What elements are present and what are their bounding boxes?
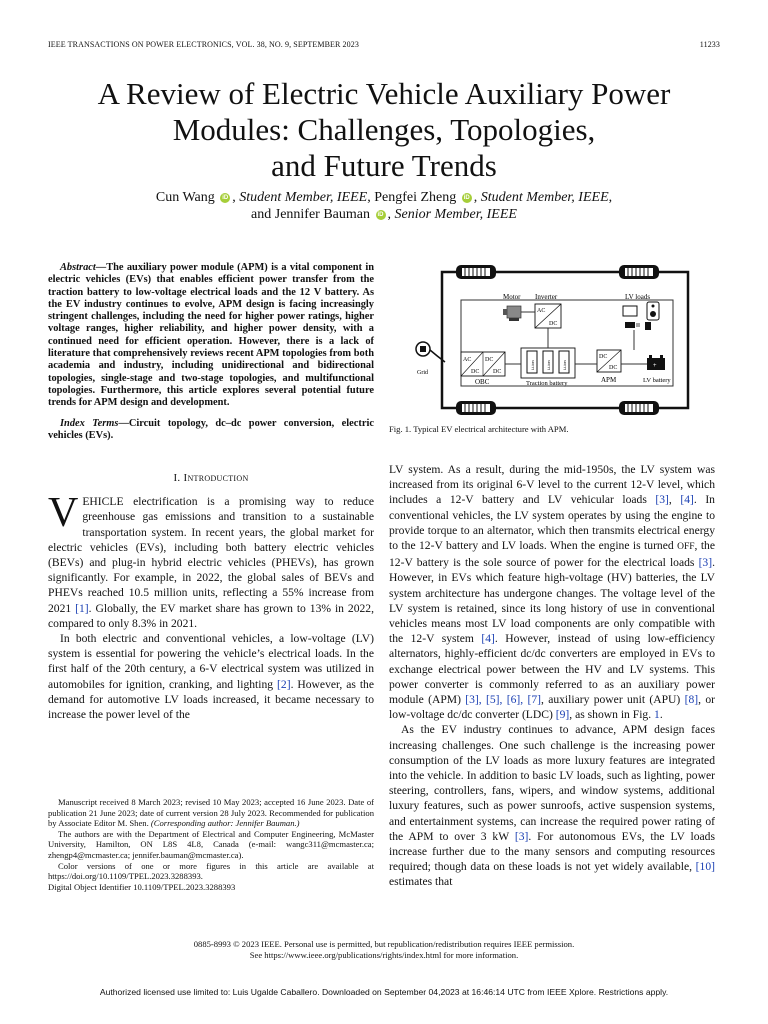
body-paragraph: [389, 462, 715, 722]
inverter-label: Inverter: [535, 293, 558, 301]
author-role: Senior Member, IEEE: [394, 207, 517, 222]
body-paragraph: [389, 722, 715, 889]
text-run: , the 12-V battery is the sole source of power for the electrical loads: [389, 539, 716, 570]
copyright-notice: [48, 939, 720, 961]
apm-dc-label: DC: [599, 354, 608, 360]
text-run: estimates that: [389, 875, 453, 889]
section-number: I.: [173, 472, 181, 485]
light-icon: [625, 322, 635, 328]
text-run: As the EV industry continues to advance, APM design faces increasing challenges. One such challenge is the increasing power consumption of the LV loads as more luxury features are integrated into the vehicle. In addition to basic LV loads, such as lighting, power steering, controllers, fans, wipers, and window systems, additional luxury features, such as power sunroofs, active suspension systems, and entertainment systems, can increase the required power rating of the APM to over 3 kW: [389, 723, 715, 843]
svg-text:+: +: [653, 363, 657, 369]
author-list: Cun Wang iD , Student Member, IEEE, Pengfei Zheng iD , Student Member, IEEE, and Jennifer Bauman iD , Senior Member, IEEE: [155, 190, 613, 222]
apm-dc-label: DC: [609, 365, 618, 371]
footnote-paragraph: Digital Object Identifier 10.1109/TPEL.2023.3288393: [48, 881, 236, 892]
citation-link[interactable]: [3]: [514, 829, 529, 843]
author-name: Pengfei Zheng: [374, 190, 457, 205]
cell-label: Li-ion: [562, 360, 567, 370]
footnote-paragraph: The authors are with the Department of Electrical and Computer Engineering, McMaster University, Hamilton, ON L8S 4L8, Canada (e-mail: wangc311@mcmaster.ca; zhengp4@mcmaster.ca; jennifer.bauman@mcmaster.ca).: [48, 828, 374, 860]
traction-battery-label: Traction battery: [526, 380, 568, 387]
figure-1: [389, 262, 715, 442]
license-notice: Authorized licensed use limited to: Luis Ugalde Caballero. Downloaded on September 04,2023 at 16:46:14 UTC from IEEE Xplore. Restrictions apply.: [99, 987, 669, 997]
section-heading: [48, 472, 374, 484]
orcid-icon[interactable]: iD: [463, 195, 470, 201]
text-run: LV system. As a result, during the mid-1950s, the LV system was increased from its original 6-V level to the current 12-V level, which includes a 12-V battery and LV vehicular loads: [389, 463, 715, 507]
author-name: Cun Wang: [155, 190, 215, 205]
text-run: .: [659, 708, 663, 722]
inverter-block: [535, 304, 561, 328]
left-column: [48, 262, 374, 722]
small-caps-off: OFF: [677, 542, 695, 553]
text-run: ,: [668, 493, 681, 507]
citation-link[interactable]: [3], [5], [6], [7]: [465, 693, 541, 707]
wheel-icon: [456, 401, 496, 415]
obc-block: [461, 352, 505, 376]
drop-cap: V: [48, 490, 79, 537]
citation-link[interactable]: [8]: [684, 693, 699, 707]
text-run: . However, instead of using low-efficiency alternators, highly-efficient dc/dc converters are employed in EVs to exchange electrical power between the HV and LV systems. This power converter is commonly referred to as an auxiliary power module (APM): [389, 632, 715, 707]
title-line: A Review of Electric Vehicle Auxiliary Power: [97, 76, 671, 111]
ev-architecture-diagram: [389, 262, 715, 422]
text-run: In both electric and conventional vehicles, a low-voltage (LV) system is essential for powering the vehicle’s electrical loads. In the first half of the 20th century, a 6-V electrical system was utilized in automobiles for ignition, cranking, and lighting: [48, 631, 374, 691]
wheel-icon: [619, 265, 659, 279]
citation-link[interactable]: [4]: [481, 632, 495, 646]
abstract-dash: —: [95, 262, 107, 273]
index-terms-label: Index Terms: [60, 417, 119, 429]
vehicle-outline: [442, 272, 688, 408]
obc-dc-label: DC: [471, 369, 480, 375]
text-run: . However, as the demand for automotive LV loads increased, it became necessary to increase the power level of the: [48, 677, 375, 721]
orcid-icon[interactable]: iD: [377, 212, 384, 218]
title-line: and Future Trends: [271, 148, 497, 183]
citation-link[interactable]: [9]: [555, 708, 570, 722]
citation-link[interactable]: [2]: [277, 677, 291, 691]
running-head: [48, 40, 720, 52]
copyright-line: See https://www.ieee.org/publications/rights/index.html for more information.: [249, 950, 519, 960]
obc-ac-label: AC: [463, 357, 472, 363]
text-run: Manuscript received 8 March 2023; revised 10 May 2023; accepted 16 June 2023. Date of publication 21 June 2023; date of current version 28 July 2023. Recommended for publication by Associate Editor M. Shen.: [48, 797, 374, 829]
apm-label: APM: [601, 376, 617, 384]
traction-battery-icon: [521, 348, 575, 378]
plug-icon: [416, 342, 445, 362]
citation-link[interactable]: [10]: [695, 860, 715, 874]
wheel-icon: [619, 401, 659, 415]
section-title: Introduction: [183, 472, 249, 485]
figure-link[interactable]: 1: [654, 708, 660, 722]
citation-link[interactable]: [3]: [698, 556, 713, 570]
cell-label: Li-ion: [530, 360, 535, 370]
citation-link[interactable]: [1]: [75, 601, 89, 615]
fan-icon: [645, 322, 651, 330]
wheel-icon: [456, 265, 496, 279]
text-run: . In conventional vehicles, the LV system operates by using the engine to provide torque to an alternator, which then transmits electrical energy to the 12-V battery and LV loads. When the engine is turned: [389, 493, 715, 553]
author-role: Student Member, IEEE: [239, 190, 368, 205]
text-run: , auxiliary power unit (APU): [540, 693, 685, 707]
right-column: [389, 462, 715, 890]
title-line: Modules: Challenges, Topologies,: [172, 112, 596, 147]
cell-label: Li-ion: [546, 360, 551, 370]
citation-link[interactable]: [4]: [680, 493, 694, 507]
text-run: . For autonomous EVs, the LV loads increase further due to the many sensors and computing resources required; though data on these loads is not yet widely available,: [389, 829, 715, 874]
copyright-line: 0885-8993 © 2023 IEEE. Personal use is permitted, but republication/redistribution requires IEEE permission.: [193, 939, 575, 949]
intro-body: [48, 490, 375, 722]
text-run: , as shown in Fig.: [569, 708, 655, 722]
footnote-paragraph: Color versions of one or more figures in this article are available at https://doi.org/10.1109/TPEL.2023.3288393.: [48, 860, 374, 882]
orcid-icon[interactable]: iD: [222, 195, 229, 201]
text-run: EHICLE electrification is a promising way to reduce greenhouse gas emissions and transition to a sustainable transportation system. In recent years, the global market for electric vehicles (EVs), including both battery electric vehicles (BEVs) and plug-in hybrid electric vehicles (PHEVs), has grown significantly. For example, in 2022, the global sales of BEVs and PHEVs reached 10.5 million units, reflecting a 55% increase from 2021: [48, 495, 374, 615]
text-run: . Globally, the EV market share has grown to 13% in 2022, compared to only 8.3% in 2021.: [48, 601, 374, 630]
index-terms-dash: —: [118, 417, 129, 429]
abstract-text: The auxiliary power module (APM) is a vital component in electric vehicles (EVs) that enables efficient power transfer from the traction battery to low-voltage electrical loads and the 12 V battery. As the EV industry continues to evolve, APM design is facing increasingly stringent challenges, including the need for higher power ratings, higher voltage ranges, higher reliability, and higher power density, with a continued need for efficient operation. However, there is a lack of literature that comprehensively reviews recent APM topologies from both academia and industry, including unidirectional and bidirectional topologies, single-stage and two-stage topologies, and multifunctional topologies. Furthermore, this article explores several potential future trends for APM design and development.: [48, 262, 374, 409]
journal-citation: IEEE TRANSACTIONS ON POWER ELECTRONICS, VOL. 38, NO. 9, SEPTEMBER 2023: [48, 40, 359, 49]
abstract-label: Abstract: [60, 262, 96, 273]
apm-block: [597, 350, 621, 372]
corresponding-author: (Corresponding author: Jennifer Bauman.): [150, 818, 300, 829]
lv-loads-label: LV loads: [625, 293, 651, 301]
text-run: . However, in EVs which feature high-voltage (HV) batteries, the LV system architecture has undergone changes. The voltage level of the LV system is retained, since its long history of use in conventional vehicles means most LV load components are only compatible with the 12-V system: [389, 556, 715, 646]
text-run: , or low-voltage dc/dc converter (LDC): [389, 693, 715, 722]
intro-paragraph: [48, 490, 374, 631]
inverter-ac-label: AC: [537, 308, 546, 314]
figure-caption: Fig. 1. Typical EV electrical architecture with APM.: [389, 424, 569, 434]
obc-dc-label: DC: [485, 357, 494, 363]
index-terms-text: Circuit topology, dc–dc power conversion, electric vehicles (EVs).: [48, 417, 374, 441]
grid-label: Grid: [417, 370, 428, 376]
index-terms: [48, 418, 374, 443]
monitor-icon: [623, 306, 637, 316]
lv-battery-label: LV battery: [643, 377, 671, 384]
footnote-paragraph: [48, 797, 374, 829]
footnote: [48, 797, 374, 892]
author-name: and Jennifer Bauman: [251, 207, 370, 222]
obc-label: OBC: [475, 378, 490, 386]
author-role: Student Member, IEEE: [480, 190, 609, 205]
paper-title: [60, 76, 708, 184]
motor-label: Motor: [503, 293, 521, 301]
abstract: [48, 262, 374, 410]
inverter-dc-label: DC: [549, 321, 558, 327]
intro-paragraph: [48, 631, 374, 722]
obc-dc-label: DC: [493, 369, 502, 375]
page-number: 11233: [699, 40, 720, 49]
citation-link[interactable]: [3]: [655, 493, 669, 507]
